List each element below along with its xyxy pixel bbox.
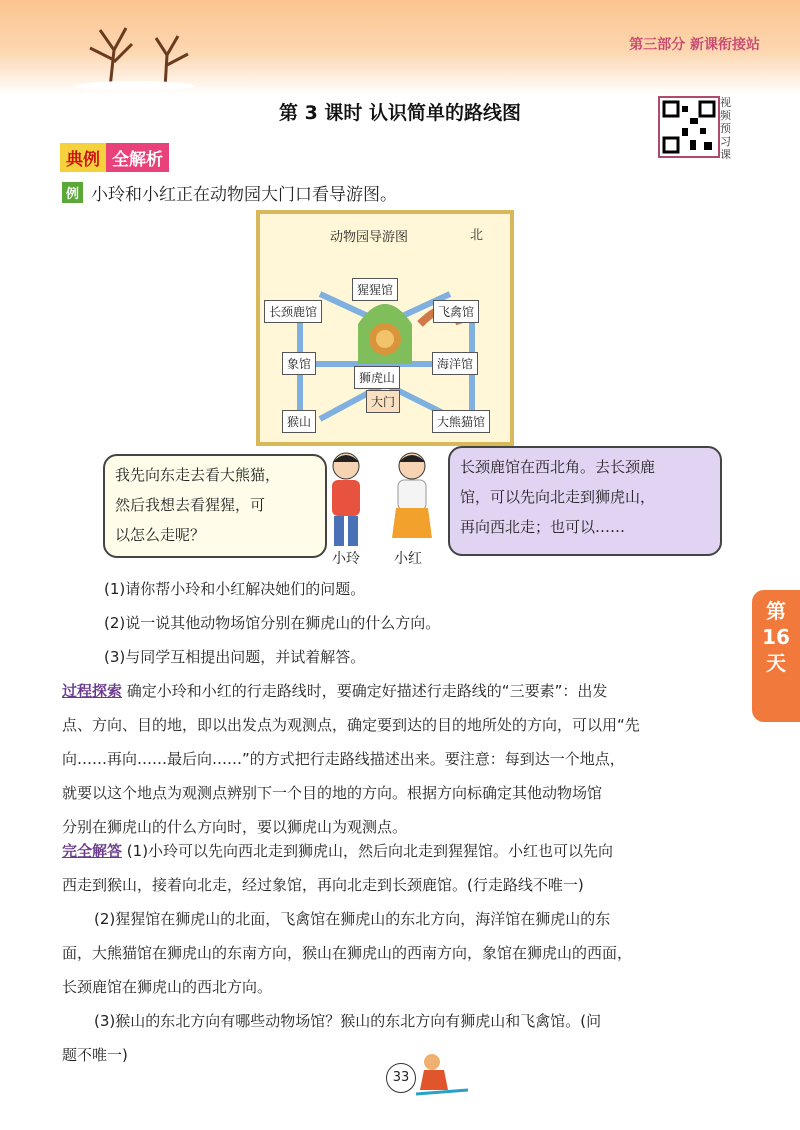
name-xiaoling: 小玲 bbox=[332, 551, 360, 567]
map-label-damen: 大门 bbox=[366, 390, 400, 413]
explore-line: 分别在狮虎山的什么方向时，要以狮虎山为观测点。 bbox=[62, 818, 408, 836]
speech-right-line: 再向西北走；也可以…… bbox=[460, 518, 626, 536]
lesson-title: 第 3 课时 认识简单的路线图 bbox=[278, 102, 522, 124]
answer-line: 面，大熊猫馆在狮虎山的东南方向，猴山在狮虎山的西南方向，象馆在狮虎山的西面， bbox=[62, 944, 633, 962]
speech-left-line: 然后我想去看猩猩，可 bbox=[115, 496, 266, 514]
answer-line: 西走到猴山，接着向北走，经过象馆，再向北走到长颈鹿馆。(行走路线不唯一) bbox=[62, 876, 584, 894]
map-label-daxiongmao: 大熊猫馆 bbox=[432, 410, 490, 433]
zoo-map bbox=[256, 210, 514, 446]
map-label-xingxing: 猩猩馆 bbox=[352, 278, 398, 301]
name-xiaohong: 小红 bbox=[394, 551, 422, 567]
speech-left-line: 以怎么走呢？ bbox=[115, 526, 206, 544]
example-line bbox=[62, 180, 397, 205]
page-number: 33 bbox=[386, 1063, 416, 1093]
map-label-xiang: 象馆 bbox=[282, 352, 316, 375]
tree-illustration bbox=[70, 10, 200, 90]
explore-line: 向……再向……最后向……”的方式把行走路线描述出来。要注意：每到达一个地点， bbox=[62, 750, 625, 768]
north-indicator: 北 bbox=[470, 228, 484, 243]
section-tag-a: 典例 bbox=[60, 143, 106, 172]
section-tag bbox=[60, 143, 169, 171]
answer-line: 题不唯一) bbox=[62, 1046, 128, 1064]
explore-label: 过程探索 bbox=[62, 682, 123, 700]
question-3: (3)与同学互相提出问题，并试着解答。 bbox=[104, 648, 366, 666]
day-tab-line: 16 bbox=[762, 625, 790, 649]
day-tab-line: 第 bbox=[766, 599, 786, 623]
map-title: 动物园导游图 bbox=[330, 230, 409, 245]
answer-line: (3)猴山的东北方向有哪些动物场馆？猴山的东北方向有狮虎山和飞禽馆。(问 bbox=[94, 1012, 602, 1030]
speech-right-line: 长颈鹿馆在西北角。去长颈鹿 bbox=[460, 458, 656, 476]
map-label-changjinglu: 长颈鹿馆 bbox=[264, 300, 322, 323]
answer-line: 长颈鹿馆在狮虎山的西北方向。 bbox=[62, 978, 273, 996]
map-label-feiqin: 飞禽馆 bbox=[433, 300, 479, 323]
map-label-haiyang: 海洋馆 bbox=[432, 352, 478, 375]
question-1: (1)请你帮小玲和小红解决她们的问题。 bbox=[104, 580, 366, 598]
explore-section bbox=[62, 674, 738, 844]
day-tab-line: 天 bbox=[766, 651, 786, 675]
qr-code-icon[interactable] bbox=[658, 96, 720, 158]
speech-bubble-right bbox=[448, 446, 722, 556]
explore-line: 点、方向、目的地，即以出发点为观测点，确定要到达的目的地所处的方向，可以用“先 bbox=[62, 716, 640, 734]
header-band bbox=[0, 0, 800, 95]
qr-label: 视频预习课 bbox=[720, 96, 731, 161]
section-tag-b: 全解析 bbox=[106, 143, 169, 172]
mascot-illustration bbox=[414, 1050, 470, 1096]
speech-right-line: 馆，可以先向北走到狮虎山， bbox=[460, 488, 656, 506]
map-label-hou: 猴山 bbox=[282, 410, 316, 433]
map-label-shihu: 狮虎山 bbox=[354, 366, 400, 389]
explore-line: 就要以这个地点为观测点辨别下一个目的地的方向。根据方向标确定其他动物场馆 bbox=[62, 784, 603, 802]
question-2: (2)说一说其他动物场馆分别在狮虎山的什么方向。 bbox=[104, 614, 441, 632]
answer-label: 完全解答 bbox=[62, 842, 123, 860]
girl-xiaoling-illustration bbox=[320, 448, 372, 548]
explore-line: 确定小玲和小红的行走路线时，要确定好描述行走路线的“三要素”：出发 bbox=[126, 682, 608, 700]
example-text: 小玲和小红正在动物园大门口看导游图。 bbox=[91, 185, 398, 205]
section-header: 第三部分 新课衔接站 bbox=[629, 37, 760, 53]
example-badge: 例 bbox=[62, 182, 83, 203]
speech-bubble-left bbox=[103, 454, 327, 558]
answer-section bbox=[62, 834, 738, 1072]
answer-line: (2)猩猩馆在狮虎山的北面，飞禽馆在狮虎山的东北方向，海洋馆在狮虎山的东 bbox=[94, 910, 611, 928]
answer-line: (1)小玲可以先向西北走到狮虎山，然后向北走到猩猩馆。小红也可以先向 bbox=[126, 842, 614, 860]
speech-left-line: 我先向东走去看大熊猫， bbox=[115, 466, 281, 484]
girl-xiaohong-illustration bbox=[386, 448, 438, 548]
day-tab[interactable] bbox=[752, 590, 800, 722]
